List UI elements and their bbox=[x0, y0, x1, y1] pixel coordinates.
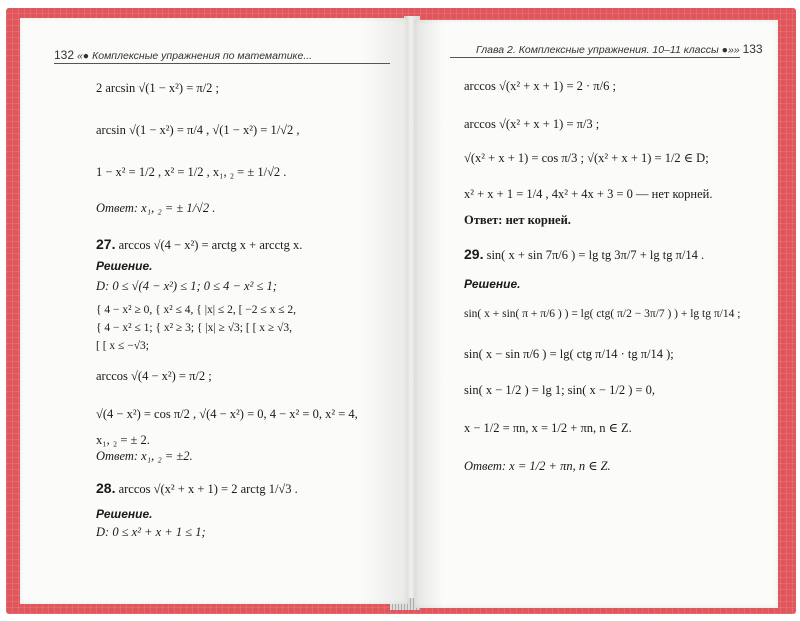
formula-line: arccos √(x² + x + 1) = 2 · π/6 ; bbox=[464, 79, 616, 93]
formula-line: √(x² + x + 1) = cos π/3 ; √(x² + x + 1) = 1/2 ∈ D; bbox=[464, 151, 709, 165]
answer-line: Ответ: нет корней. bbox=[464, 213, 571, 227]
right-header-rule bbox=[450, 57, 740, 58]
problem-29 bbox=[464, 246, 704, 263]
left-running-header bbox=[54, 48, 312, 62]
formula-line: x₁, ₂ = ± 2. bbox=[96, 433, 150, 447]
right-header-arrows: ●»» bbox=[721, 44, 740, 56]
formula-line: x − 1/2 = πn, x = 1/2 + πn, n ∈ Z. bbox=[464, 421, 632, 435]
answer-line: Ответ: x = 1/2 + πn, n ∈ Z. bbox=[464, 459, 611, 473]
right-page-number: 133 bbox=[742, 42, 763, 56]
formula-line: arcsin √(1 − x²) = π/4 , √(1 − x²) = 1/√2 , bbox=[96, 123, 300, 137]
system-line: [ [ x ≤ −√3; bbox=[96, 340, 149, 352]
solution-label: Решение. bbox=[96, 507, 153, 521]
formula-line: 1 − x² = 1/2 , x² = 1/2 , x₁, ₂ = ± 1/√2 . bbox=[96, 165, 287, 179]
right-page bbox=[414, 20, 778, 608]
problem-number: 29. bbox=[464, 246, 484, 262]
problem-27 bbox=[96, 236, 302, 253]
solution-label: Решение. bbox=[96, 259, 153, 273]
left-header-arrows: «● bbox=[76, 50, 90, 62]
left-page-number: 132 bbox=[54, 48, 75, 62]
left-header-title: Комплексные упражнения по математике... bbox=[92, 50, 313, 62]
formula-line: D: 0 ≤ x² + x + 1 ≤ 1; bbox=[96, 525, 206, 539]
right-header-title: Глава 2. Комплексные упражнения. 10–11 классы bbox=[476, 44, 719, 56]
problem-number: 28. bbox=[96, 480, 116, 496]
left-header-rule bbox=[54, 63, 390, 64]
formula-line: x² + x + 1 = 1/4 , 4x² + 4x + 3 = 0 — нет корней. bbox=[464, 187, 713, 201]
problem-28 bbox=[96, 480, 298, 497]
solution-label: Решение. bbox=[464, 277, 521, 291]
left-page bbox=[20, 18, 408, 604]
formula-line: sin( x − sin π/6 ) = lg( ctg π/14 · tg π/14 ); bbox=[464, 347, 674, 361]
problem-statement: sin( x + sin 7π/6 ) = lg tg 3π/7 + lg tg π/14 . bbox=[486, 248, 705, 262]
right-running-header bbox=[476, 42, 763, 56]
formula-line: sin( x − 1/2 ) = lg 1; sin( x − 1/2 ) = 0, bbox=[464, 383, 656, 397]
formula-line: D: 0 ≤ √(4 − x²) ≤ 1; 0 ≤ 4 − x² ≤ 1; bbox=[96, 279, 277, 293]
system-line: { 4 − x² ≥ 0, { x² ≤ 4, { |x| ≤ 2, [ −2 ≤ x ≤ 2, bbox=[96, 304, 297, 316]
problem-number: 27. bbox=[96, 236, 116, 252]
formula-line: 2 arcsin √(1 − x²) = π/2 ; bbox=[96, 81, 220, 95]
problem-statement: arccos √(x² + x + 1) = 2 arctg 1/√3 . bbox=[118, 482, 298, 496]
problem-statement: arccos √(4 − x²) = arctg x + arcctg x. bbox=[118, 238, 303, 252]
system-line: { 4 − x² ≤ 1; { x² ≥ 3; { |x| ≥ √3; [ [ x ≥ √3, bbox=[96, 322, 293, 334]
formula-line: √(4 − x²) = cos π/2 , √(4 − x²) = 0, 4 − x² = 0, x² = 4, bbox=[96, 407, 358, 421]
formula-line: arccos √(x² + x + 1) = π/3 ; bbox=[464, 117, 600, 131]
answer-line: Ответ: x₁, ₂ = ±2. bbox=[96, 449, 193, 463]
answer-line: Ответ: x₁, ₂ = ± 1/√2 . bbox=[96, 201, 216, 215]
formula-line: sin( x + sin( π + π/6 ) ) = lg( ctg( π/2 − 3π/7 ) ) + lg tg π/14 ; bbox=[464, 308, 741, 320]
formula-line: arccos √(4 − x²) = π/2 ; bbox=[96, 369, 212, 383]
